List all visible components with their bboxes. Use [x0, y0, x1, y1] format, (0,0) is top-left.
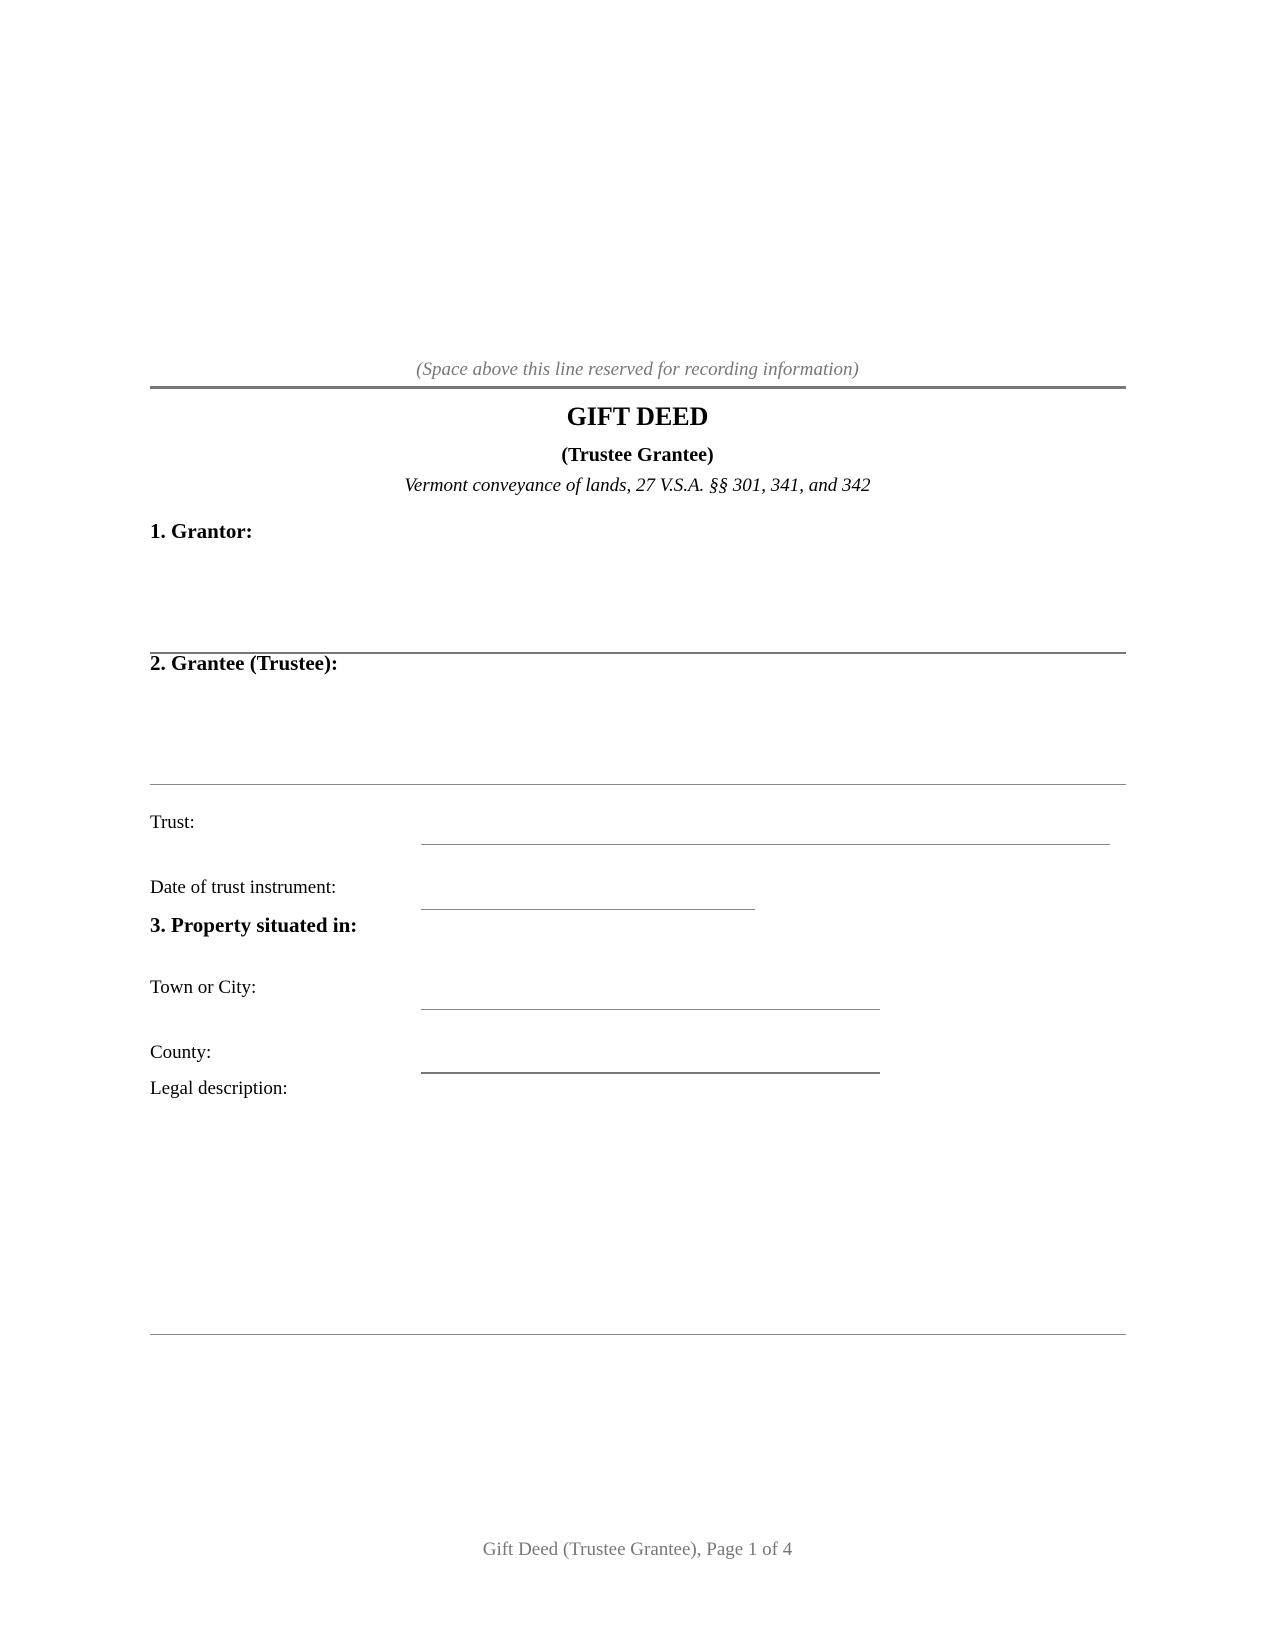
county-field-line[interactable]: [421, 1072, 880, 1074]
grantee-field-line[interactable]: [150, 784, 1126, 785]
legal-description-field-line[interactable]: [150, 1334, 1126, 1335]
recording-note: (Space above this line reserved for recording information): [416, 359, 859, 380]
trust-date-field-line[interactable]: [421, 909, 755, 910]
trust-field-line[interactable]: [421, 844, 1110, 845]
recording-divider: [150, 386, 1126, 389]
page-footer: Gift Deed (Trustee Grantee), Page 1 of 4: [482, 1539, 793, 1560]
statute-reference: Vermont conveyance of lands, 27 V.S.A. §§ 301, 341, and 342: [404, 475, 871, 496]
county-label: County:: [150, 1042, 212, 1063]
document-title: GIFT DEED: [566, 402, 709, 431]
trust-label: Trust:: [150, 812, 195, 833]
town-field-line[interactable]: [421, 1009, 880, 1010]
grantee-heading: 2. Grantee (Trustee):: [150, 651, 338, 675]
trust-date-label: Date of trust instrument:: [150, 877, 337, 898]
property-heading: 3. Property situated in:: [150, 913, 358, 937]
grantor-heading: 1. Grantor:: [150, 519, 253, 543]
town-label: Town or City:: [150, 977, 257, 998]
document-subtitle: (Trustee Grantee): [561, 444, 714, 466]
legal-description-label: Legal description:: [150, 1078, 288, 1099]
